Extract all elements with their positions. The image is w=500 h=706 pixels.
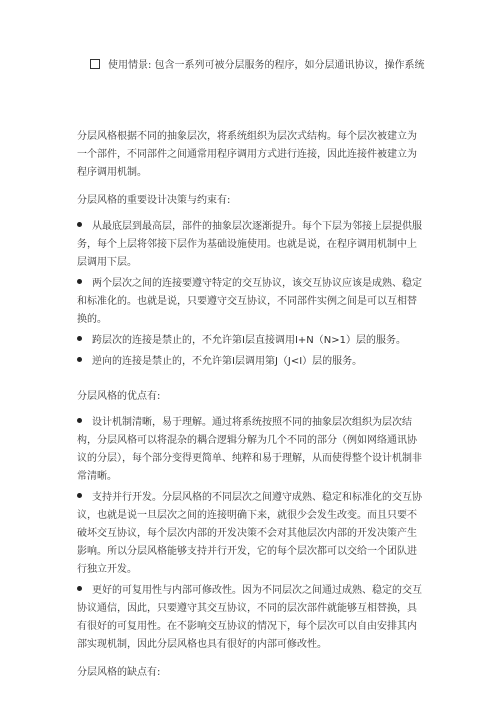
list-item: 跨层次的连接是禁止的，不允许第I层直接调用I+N（N>1）层的服务。	[77, 332, 423, 350]
decisions-list	[77, 218, 423, 371]
list-item: 设计机制清晰，易于理解。通过将系统按照不同的抽象层次组织为层次结构，分层风格可以将混杂的耦合逻辑分解为几个不同的部分（例如网络通讯协议的分层），每个部分变得更简单、纯粹和易于理解，从而使得整个设计机制非常清晰。	[77, 417, 422, 482]
advantages-list	[77, 414, 423, 654]
usage-line	[90, 58, 430, 74]
usage-text: 使用情景: 包含一系列可被分层服务的程序，如分层通讯协议，操作系统	[108, 60, 425, 71]
list-item: 两个层次之间的连接要遵守特定的交互协议，该交互协议应该是成熟、稳定和标准化的。也就是说，只要遵守交互协议，不同部件实例之间是可以互相替换的。	[77, 278, 422, 325]
advantages-heading: 分层风格的优点有:	[77, 391, 161, 402]
list-item: 逆向的连接是禁止的，不允许第I层调用第J（J<I）层的服务。	[77, 353, 423, 371]
bullet-icon	[77, 357, 82, 362]
list-item: 从最底层到最高层，部件的抽象层次逐渐提升。每个下层为邻接上层提供服务，每个上层将邻接下层作为基础设施使用。也就是说，在程序调用机制中上层调用下层。	[77, 221, 422, 268]
advantages-section	[77, 388, 423, 682]
intro-paragraph: 分层风格根据不同的抽象层次，将系统组织为层次式结构。每个层次被建立为一个部件，不同部件之间通常用程序调用方式进行连接，因此连接件被建立为程序调用机制。	[77, 131, 417, 178]
bullet-icon	[77, 586, 82, 591]
list-item: 支持并行开发。分层风格的不同层次之间遵守成熟、稳定和标准化的交互协议，也就是说一旦层次之间的连接明确下来，就很少会发生改变。而且只要不破坏交互协议，每个层次内部的开发决策不会对其他层次内部的开发决策产生影响。所以分层风格能够支持并行开发，它的每个层次都可以交给一个团队进行独立开发。	[77, 492, 422, 575]
bullet-icon	[77, 336, 82, 341]
bullet-icon	[77, 493, 82, 498]
list-item: 更好的可复用性与内部可修改性。因为不同层次之间通过成熟、稳定的交互协议通信，因此，只要遵守其交互协议，不同的层次部件就能够互相替换，具有很好的可复用性。在不影响交互协议的情况下，每个层次可以自由安排其内部实现机制，因此分层风格也具有很好的内部可修改性。	[77, 585, 422, 650]
bullet-icon	[77, 418, 82, 423]
bullet-icon	[77, 222, 82, 227]
decisions-heading: 分层风格的重要设计决策与约束有:	[77, 195, 231, 206]
bullet-icon	[77, 279, 82, 284]
checkbox-icon	[90, 59, 100, 69]
disadvantages-heading: 分层风格的缺点有:	[77, 667, 161, 678]
intro-section	[77, 128, 423, 371]
